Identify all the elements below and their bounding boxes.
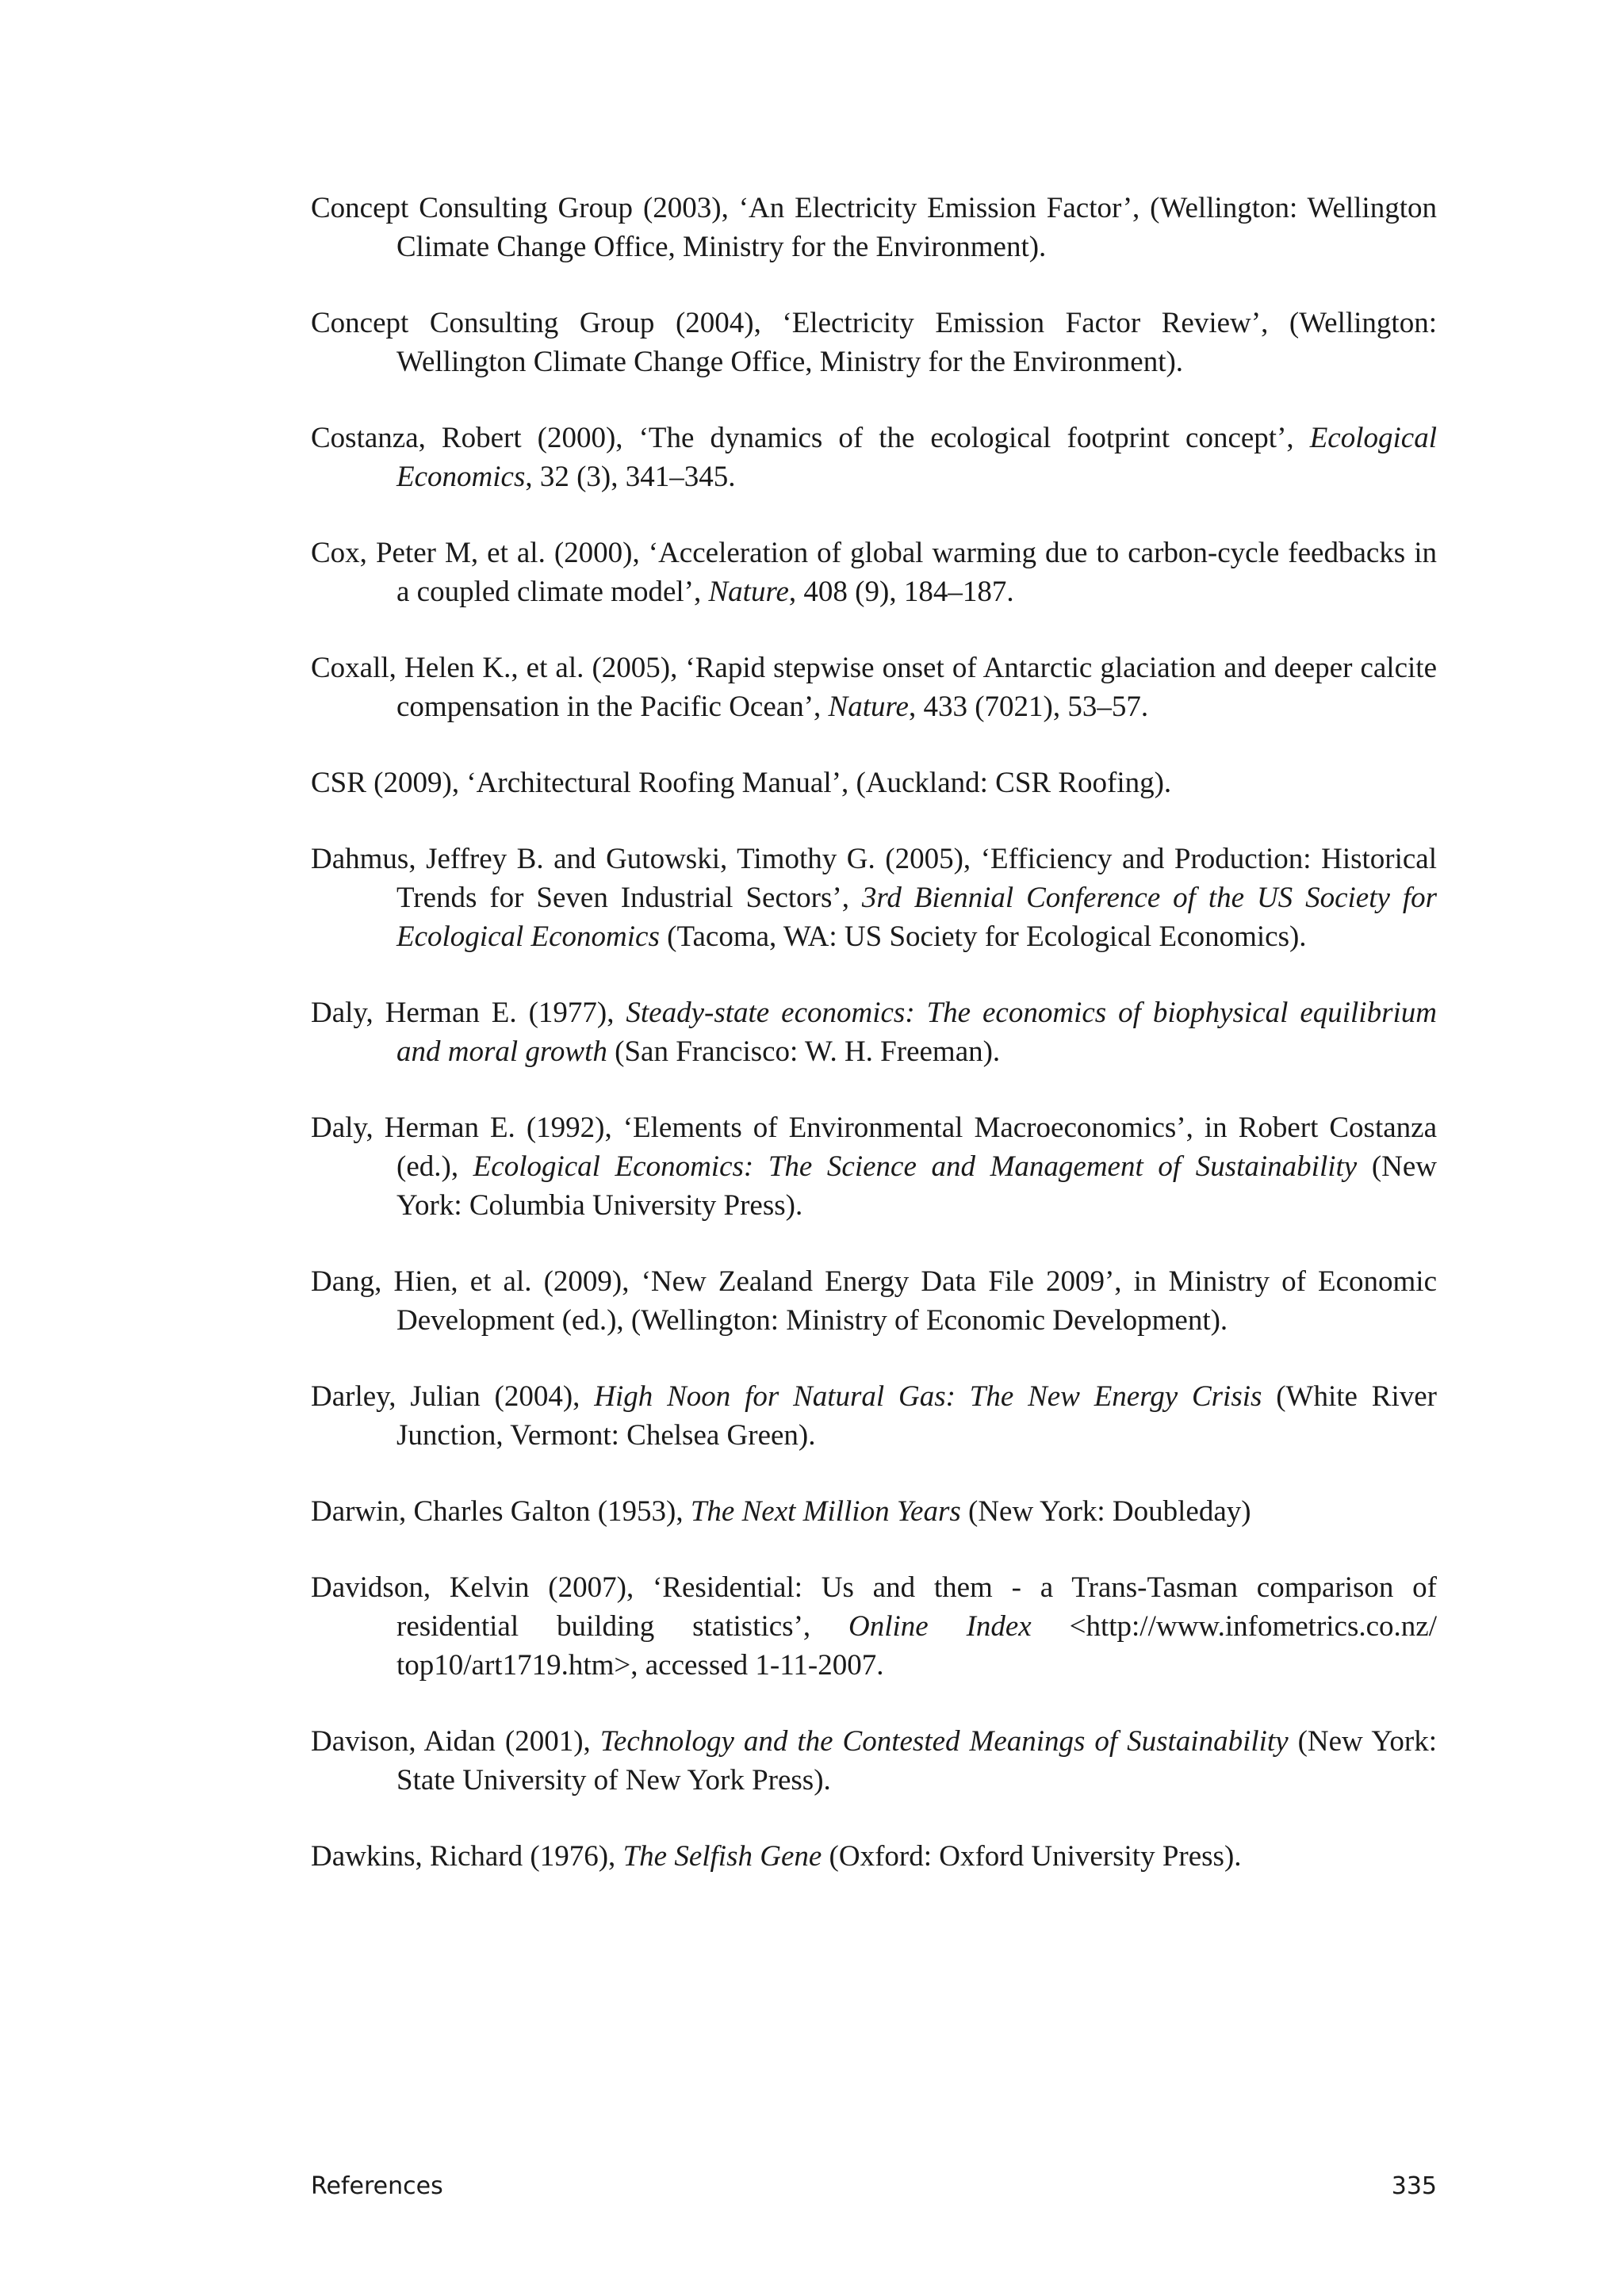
reference-text-tail: , 433 (7021), 53–57. (908, 691, 1149, 723)
reference-entry (311, 1262, 1437, 1340)
reference-italic: 3rd Biennial Conference of the US Society for Ecological Economics (396, 882, 1437, 953)
reference-text: Dahmus, Jeffrey B. and Gutowski, Timothy G. (2005), ‘Efficiency and Production: Historical Trends for Seven Industrial Sectors’, (311, 843, 1437, 914)
reference-entry (311, 1722, 1437, 1800)
reference-italic: High Noon for Natural Gas: The New Energy Crisis (594, 1380, 1262, 1413)
reference-list (311, 189, 1437, 1913)
reference-text: Daly, Herman E. (1977), (311, 997, 626, 1029)
reference-text: Concept Consulting Group (2004), ‘Electricity Emission Factor Review’, (Wellington: Wellington Climate Change Office, Ministry for the Environment). (311, 307, 1437, 378)
reference-text: Davison, Aidan (2001), (311, 1725, 600, 1758)
reference-text: Darley, Julian (2004), (311, 1380, 595, 1413)
reference-italic: Nature (708, 576, 789, 608)
reference-text: Dawkins, Richard (1976), (311, 1840, 623, 1873)
reference-text-tail: (San Francisco: W. H. Freeman). (607, 1035, 1001, 1068)
reference-italic: The Next Million Years (690, 1495, 961, 1528)
page-number: 335 (1391, 2172, 1437, 2200)
reference-entry (311, 993, 1437, 1071)
reference-text-tail: , 408 (9), 184–187. (788, 576, 1014, 608)
reference-text: Cox, Peter M, et al. (2000), ‘Acceleration of global warming due to carbon-cycle feedbacks in a coupled climate model’, (311, 537, 1437, 608)
reference-entry (311, 534, 1437, 611)
reference-entry (311, 649, 1437, 726)
reference-text: Concept Consulting Group (2003), ‘An Electricity Emission Factor’, (Wellington: Wellington Climate Change Office, Ministry for the Environment). (311, 192, 1437, 263)
reference-text-tail: (Tacoma, WA: US Society for Ecological Economics). (659, 920, 1307, 953)
reference-text-tail: (New York: State University of New York Press). (396, 1725, 1437, 1797)
reference-text: Coxall, Helen K., et al. (2005), ‘Rapid stepwise onset of Antarctic glaciation and deeper calcite compensation in the Pacific Ocean’, (311, 652, 1437, 723)
reference-text-tail: (New York: Columbia University Press). (396, 1150, 1437, 1222)
reference-text-tail: <http://www.infometrics.co.nz/ top10/art1719.htm>, accessed 1-11-2007. (396, 1610, 1437, 1682)
reference-entry (311, 1568, 1437, 1685)
reference-entry (311, 1837, 1437, 1876)
reference-italic: Technology and the Contested Meanings of Sustainability (599, 1725, 1289, 1758)
reference-text: CSR (2009), ‘Architectural Roofing Manual’, (Auckland: CSR Roofing). (311, 767, 1172, 799)
reference-entry (311, 840, 1437, 956)
reference-entry (311, 304, 1437, 381)
reference-italic: Online Index (848, 1610, 1032, 1643)
reference-entry (311, 419, 1437, 496)
reference-text: Darwin, Charles Galton (1953), (311, 1495, 691, 1528)
reference-italic: Steady-state economics: The economics of biophysical equilibrium and moral growth (396, 997, 1437, 1068)
reference-text-tail: (Oxford: Oxford University Press). (822, 1840, 1242, 1873)
reference-text: Daly, Herman E. (1992), ‘Elements of Environmental Macroeconomics’, in Robert Costanza (ed.), (311, 1112, 1437, 1183)
reference-text-tail: (White River Junction, Vermont: Chelsea Green). (396, 1380, 1437, 1452)
reference-entry (311, 1108, 1437, 1225)
reference-italic: Ecological Economics (396, 422, 1437, 493)
reference-italic: Ecological Economics: The Science and Management of Sustainability (473, 1150, 1358, 1183)
reference-text: Costanza, Robert (2000), ‘The dynamics of the ecological footprint concept’, (311, 422, 1310, 454)
reference-text-tail: (New York: Doubleday) (960, 1495, 1251, 1528)
reference-entry (311, 189, 1437, 266)
reference-entry (311, 1492, 1437, 1531)
reference-entry (311, 763, 1437, 802)
reference-text: Davidson, Kelvin (2007), ‘Residential: Us and them - a Trans-Tasman comparison of residential building statistics’, (311, 1571, 1437, 1643)
reference-italic: The Selfish Gene (622, 1840, 822, 1873)
reference-entry (311, 1377, 1437, 1455)
reference-italic: Nature (828, 691, 909, 723)
reference-text-tail: , 32 (3), 341–345. (525, 461, 736, 493)
reference-text: Dang, Hien, et al. (2009), ‘New Zealand Energy Data File 2009’, in Ministry of Economic Development (ed.), (Wellington: Ministry of Economic Development). (311, 1265, 1437, 1337)
footer-section-title: References (311, 2172, 443, 2200)
